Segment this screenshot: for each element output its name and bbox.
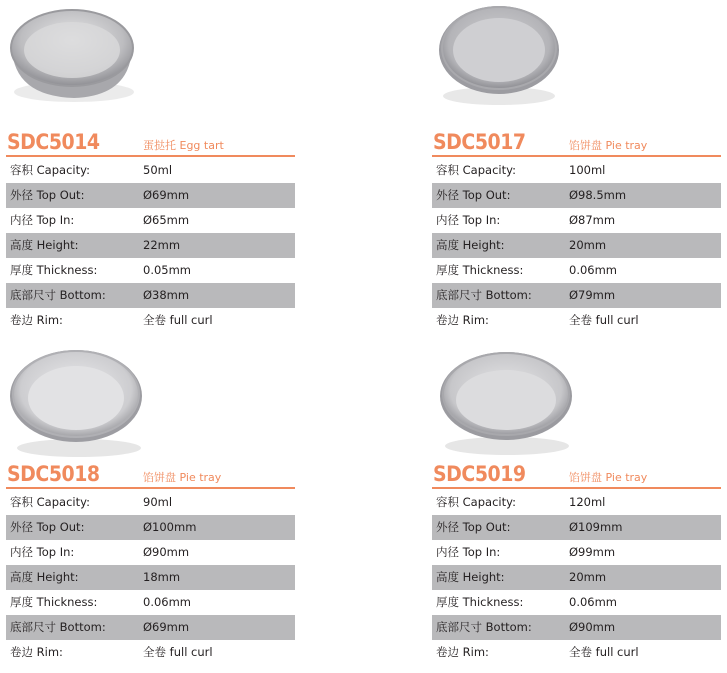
product-code: SDC5018 <box>7 462 100 486</box>
spec-table <box>6 490 295 665</box>
spec-label: 厚度 Thickness: <box>10 263 98 277</box>
spec-value: 全卷 full curl <box>143 313 213 327</box>
product-subtitle: 馅饼盘 Pie tray <box>569 471 648 484</box>
spec-value: 20mm <box>569 570 607 584</box>
spec-row-rim <box>6 308 295 333</box>
spec-row-rim <box>432 640 721 665</box>
spec-row-thickness <box>6 258 295 283</box>
spec-value: 0.05mm <box>143 263 192 277</box>
spec-label: 底部尺寸 Bottom: <box>436 620 532 634</box>
spec-value: 0.06mm <box>569 595 618 609</box>
spec-row-top-out <box>432 515 721 540</box>
spec-value: 全卷 full curl <box>569 313 639 327</box>
spec-row-capacity <box>432 158 721 183</box>
spec-value: 0.06mm <box>569 263 618 277</box>
product-photo <box>432 332 721 452</box>
spec-row-height <box>6 233 295 258</box>
spec-value: Ø79mm <box>569 288 616 302</box>
product-title-row <box>6 456 295 489</box>
spec-value: Ø38mm <box>143 288 190 302</box>
spec-row-bottom <box>6 615 295 640</box>
product-code: SDC5019 <box>433 462 526 486</box>
spec-value: Ø100mm <box>143 520 197 534</box>
spec-row-rim <box>6 640 295 665</box>
spec-value: 0.06mm <box>143 595 192 609</box>
spec-row-capacity <box>6 158 295 183</box>
spec-label: 高度 Height: <box>436 238 505 252</box>
product-subtitle: 馅饼盘 Pie tray <box>569 139 648 152</box>
spec-label: 厚度 Thickness: <box>436 595 524 609</box>
spec-label: 外径 Top Out: <box>10 188 85 202</box>
spec-label: 卷边 Rim: <box>10 645 63 659</box>
spec-label: 外径 Top Out: <box>436 520 511 534</box>
spec-value: 50ml <box>143 163 173 177</box>
product-title-row <box>432 124 721 157</box>
spec-label: 厚度 Thickness: <box>436 263 524 277</box>
spec-label: 外径 Top Out: <box>436 188 511 202</box>
spec-row-thickness <box>432 258 721 283</box>
spec-row-capacity <box>6 490 295 515</box>
spec-row-capacity <box>432 490 721 515</box>
foil-pie-tray-image <box>432 342 582 462</box>
spec-label: 卷边 Rim: <box>10 313 63 327</box>
product-photo <box>6 332 295 452</box>
spec-value: Ø69mm <box>143 620 190 634</box>
spec-label: 底部尺寸 Bottom: <box>10 288 106 302</box>
spec-row-height <box>432 233 721 258</box>
spec-label: 内径 Top In: <box>436 213 501 227</box>
spec-table <box>432 158 721 333</box>
spec-label: 内径 Top In: <box>436 545 501 559</box>
spec-value: 全卷 full curl <box>569 645 639 659</box>
product-title-row <box>432 456 721 489</box>
spec-value: 18mm <box>143 570 181 584</box>
product-code: SDC5014 <box>7 130 100 154</box>
spec-label: 内径 Top In: <box>10 545 75 559</box>
spec-table <box>432 490 721 665</box>
foil-pie-tray-image <box>4 344 154 464</box>
spec-value: Ø65mm <box>143 213 190 227</box>
spec-label: 容积 Capacity: <box>10 495 90 509</box>
spec-table <box>6 158 295 333</box>
spec-row-top-out <box>432 183 721 208</box>
spec-row-height <box>6 565 295 590</box>
spec-label: 外径 Top Out: <box>10 520 85 534</box>
spec-label: 卷边 Rim: <box>436 645 489 659</box>
spec-value: Ø99mm <box>569 545 616 559</box>
spec-row-top-in <box>432 540 721 565</box>
spec-label: 卷边 Rim: <box>436 313 489 327</box>
spec-label: 内径 Top In: <box>10 213 75 227</box>
spec-value: Ø109mm <box>569 520 623 534</box>
spec-row-top-in <box>432 208 721 233</box>
spec-value: 120ml <box>569 495 606 509</box>
spec-value: 100ml <box>569 163 606 177</box>
spec-row-bottom <box>6 283 295 308</box>
foil-pie-tray-image <box>434 0 564 110</box>
foil-egg-tart-image <box>2 0 142 110</box>
spec-label: 容积 Capacity: <box>10 163 90 177</box>
spec-row-height <box>432 565 721 590</box>
spec-value: 22mm <box>143 238 181 252</box>
spec-label: 高度 Height: <box>10 238 79 252</box>
spec-row-thickness <box>6 590 295 615</box>
spec-label: 容积 Capacity: <box>436 163 516 177</box>
spec-row-thickness <box>432 590 721 615</box>
spec-value: 90ml <box>143 495 173 509</box>
spec-label: 高度 Height: <box>10 570 79 584</box>
spec-value: Ø69mm <box>143 188 190 202</box>
spec-label: 厚度 Thickness: <box>10 595 98 609</box>
spec-value: Ø98.5mm <box>569 188 627 202</box>
product-title-row <box>6 124 295 157</box>
spec-row-bottom <box>432 283 721 308</box>
spec-row-top-in <box>6 208 295 233</box>
product-code: SDC5017 <box>433 130 526 154</box>
spec-value: 20mm <box>569 238 607 252</box>
spec-row-rim <box>432 308 721 333</box>
spec-label: 容积 Capacity: <box>436 495 516 509</box>
spec-label: 底部尺寸 Bottom: <box>436 288 532 302</box>
spec-value: 全卷 full curl <box>143 645 213 659</box>
spec-row-bottom <box>432 615 721 640</box>
spec-value: Ø87mm <box>569 213 616 227</box>
spec-row-top-in <box>6 540 295 565</box>
spec-label: 底部尺寸 Bottom: <box>10 620 106 634</box>
spec-value: Ø90mm <box>143 545 190 559</box>
spec-label: 高度 Height: <box>436 570 505 584</box>
spec-row-top-out <box>6 515 295 540</box>
product-photo <box>432 0 721 120</box>
product-photo <box>6 0 295 120</box>
spec-value: Ø90mm <box>569 620 616 634</box>
product-subtitle: 蛋挞托 Egg tart <box>143 139 224 152</box>
product-subtitle: 馅饼盘 Pie tray <box>143 471 222 484</box>
spec-row-top-out <box>6 183 295 208</box>
